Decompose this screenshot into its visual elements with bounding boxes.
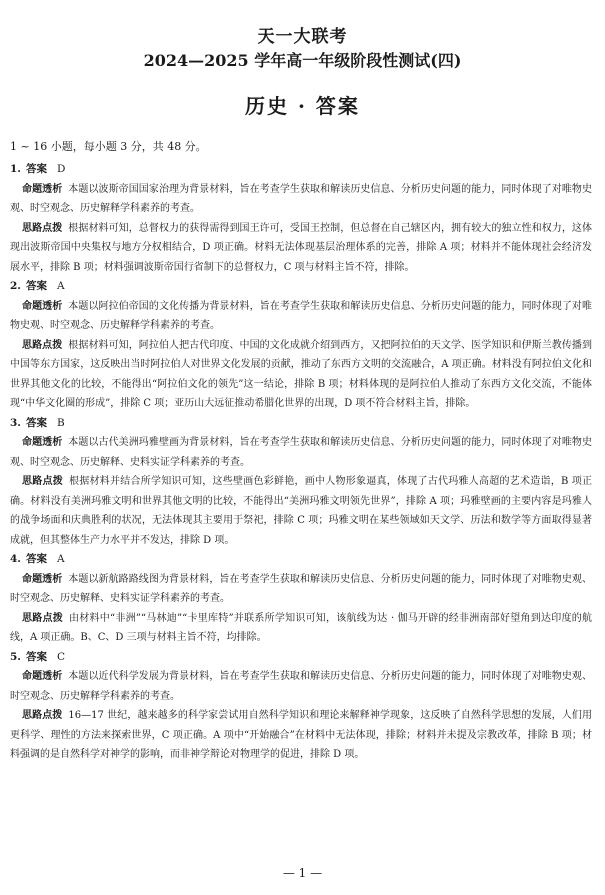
explanation-paragraph xyxy=(10,609,592,648)
question-block xyxy=(10,414,592,551)
paragraph-label: 命题透析 xyxy=(22,437,63,448)
paragraph-text: 根据材料可知，阿拉伯人把古代印度、中国的文化成就介绍到西方，又把阿拉伯的天文学、医学知识和伊斯兰教传播到中国等东方国家，这反映出当时阿拉伯人对世界文化发展的贡献，推动了东西方文明的交流融合，A 项正确。材料没有阿拉伯文化和世界其他文化的比较，不能得出“阿拉伯文化的领先”这一结论，排除 B 项；材料体现的是阿拉伯人推动了东西方文化交流，不能体现“中华文化圈的形成”，排除 C 项；亚历山大远征推动希腊化世界的出现，D 项不符合材料主旨，排除。 xyxy=(10,339,593,409)
paragraph-label: 命题透析 xyxy=(22,183,63,195)
explanation-paragraph xyxy=(10,570,592,609)
explanation-paragraph xyxy=(10,219,592,278)
paragraph-text: 16—17 世纪，越来越多的科学家尝试用自然科学知识和理论来解释神学现象，这反映了自然科学思想的发展，人们用更科学、理性的方法来探索世界，C 项正确。A 项中“开始融合”在材料中无法体现，排除；材料并未提及宗教改革，排除 B 项；材料强调的是自然科学对神学的影响，而非神学辩论对物理学的促进，排除 D 项。 xyxy=(10,710,592,760)
answer-line xyxy=(10,160,592,180)
paragraph-label: 思路点拨 xyxy=(22,476,63,487)
answer-label: 答案 xyxy=(26,553,47,565)
paragraph-label: 思路点拨 xyxy=(22,339,63,351)
answer-label: 答案 xyxy=(26,163,47,175)
paragraph-text: 本题以新航路路线图为背景材料，旨在考查学生获取和解读历史信息、分析历史问题的能力，同时体现了对唯物史观、时空观念、历史解释、史料实证学科素养的考查。 xyxy=(10,573,593,604)
paragraph-text: 本题以近代科学发展为背景材料，旨在考查学生获取和解读历史信息、分析历史问题的能力，同时体现了对唯物史观、时空观念、历史解释学科素养的考查。 xyxy=(10,671,593,702)
explanation-paragraph xyxy=(10,180,592,219)
paragraph-label: 命题透析 xyxy=(22,300,63,312)
explanation-paragraph xyxy=(10,336,592,414)
paragraph-text: 根据材料可知，总督权力的获得需得到国王许可，受国王控制，但总督在自己辖区内，拥有较大的独立性和权力，这体现出波斯帝国中央集权与地方分权相结合，D 项正确。材料无法体现基层治理体系的完善，排除 A 项；材料并不能体现社会经济发展水平，排除 B 项；材料强调波斯帝国行省制下的总督权力，C 项与材料主旨不符，排除。 xyxy=(10,222,593,273)
paragraph-label: 思路点拨 xyxy=(22,710,63,721)
paragraph-label: 思路点拨 xyxy=(22,612,63,624)
subject-title: 历史 · 答案 xyxy=(245,94,360,118)
question-number: 5. xyxy=(10,650,21,663)
answer-choice: C xyxy=(57,650,66,663)
paragraph-text: 由材料中“非洲”“马林迪”“卡里库特”并联系所学知识可知，该航线为达 · 伽马开辟的经非洲南部好望角到达印度的航线，A 项正确。B、C、D 三项与材料主旨不符，均排除。 xyxy=(10,612,592,643)
question-number: 2. xyxy=(10,280,21,292)
question-number: 1. xyxy=(10,163,21,175)
exam-title: 2024—2025 学年高一年级阶段性测试(四) xyxy=(143,51,462,70)
paragraph-text: 本题以古代美洲玛雅壁画为背景材料，旨在考查学生获取和解读历史信息、分析历史问题的能力，同时体现了对唯物史观、时空观念、历史解释、史料实证学科素养的考查。 xyxy=(10,437,593,468)
question-number: 3. xyxy=(10,416,21,429)
explanation-paragraph xyxy=(10,297,592,336)
question-block xyxy=(10,277,592,414)
answer-line xyxy=(10,414,592,434)
explanation-paragraph xyxy=(10,667,592,706)
answer-line xyxy=(10,277,592,297)
intro-line: 1 ~ 16 小题，每小题 3 分，共 48 分。 xyxy=(10,140,207,153)
explanation-paragraph xyxy=(10,433,592,472)
question-block xyxy=(10,648,592,765)
page-number: — 1 — xyxy=(282,866,323,880)
org-title: 天一大联考 xyxy=(257,27,348,47)
paragraph-text: 根据材料并结合所学知识可知，这些壁画色彩鲜艳，画中人物形象逼真，体现了古代玛雅人高超的艺术造诣，B 项正确。材料没有美洲玛雅文明和世界其他文明的比较，不能得出“美洲玛雅文明领先世界”，排除 A 项；玛雅壁画的主要内容是玛雅人的战争场面和庆典胜利的状况，无法体现其主要用于祭祀，排除 C 项；玛雅文明在某些领域如天文学、历法和数学等方面取得显著成就，但其整体生产力水平并不发达，排除 D 项。 xyxy=(10,476,592,546)
answer-line xyxy=(10,648,592,668)
question-block xyxy=(10,550,592,648)
paragraph-label: 思路点拨 xyxy=(22,222,63,234)
paragraph-label: 命题透析 xyxy=(22,671,63,682)
explanation-paragraph xyxy=(10,472,592,550)
paragraph-label: 命题透析 xyxy=(22,573,63,585)
paragraph-text: 本题以波斯帝国国家治理为背景材料，旨在考查学生获取和解读历史信息、分析历史问题的能力，同时体现了对唯物史观、时空观念、历史解释学科素养的考查。 xyxy=(10,183,593,214)
answer-choice: B xyxy=(57,416,65,429)
paragraph-text: 本题以阿拉伯帝国的文化传播为背景材料，旨在考查学生获取和解读历史信息、分析历史问题的能力，同时体现了对唯物史观、时空观念、历史解释学科素养的考查。 xyxy=(10,300,593,331)
answer-choice: D xyxy=(57,163,66,175)
explanation-paragraph xyxy=(10,706,592,765)
answer-choice: A xyxy=(57,553,65,565)
answer-choice: A xyxy=(57,280,65,292)
answer-line xyxy=(10,550,592,570)
answer-label: 答案 xyxy=(26,650,47,663)
question-block xyxy=(10,160,592,277)
answer-label: 答案 xyxy=(26,416,47,429)
question-number: 4. xyxy=(10,553,21,565)
answer-label: 答案 xyxy=(26,280,47,292)
answer-list xyxy=(10,160,592,765)
